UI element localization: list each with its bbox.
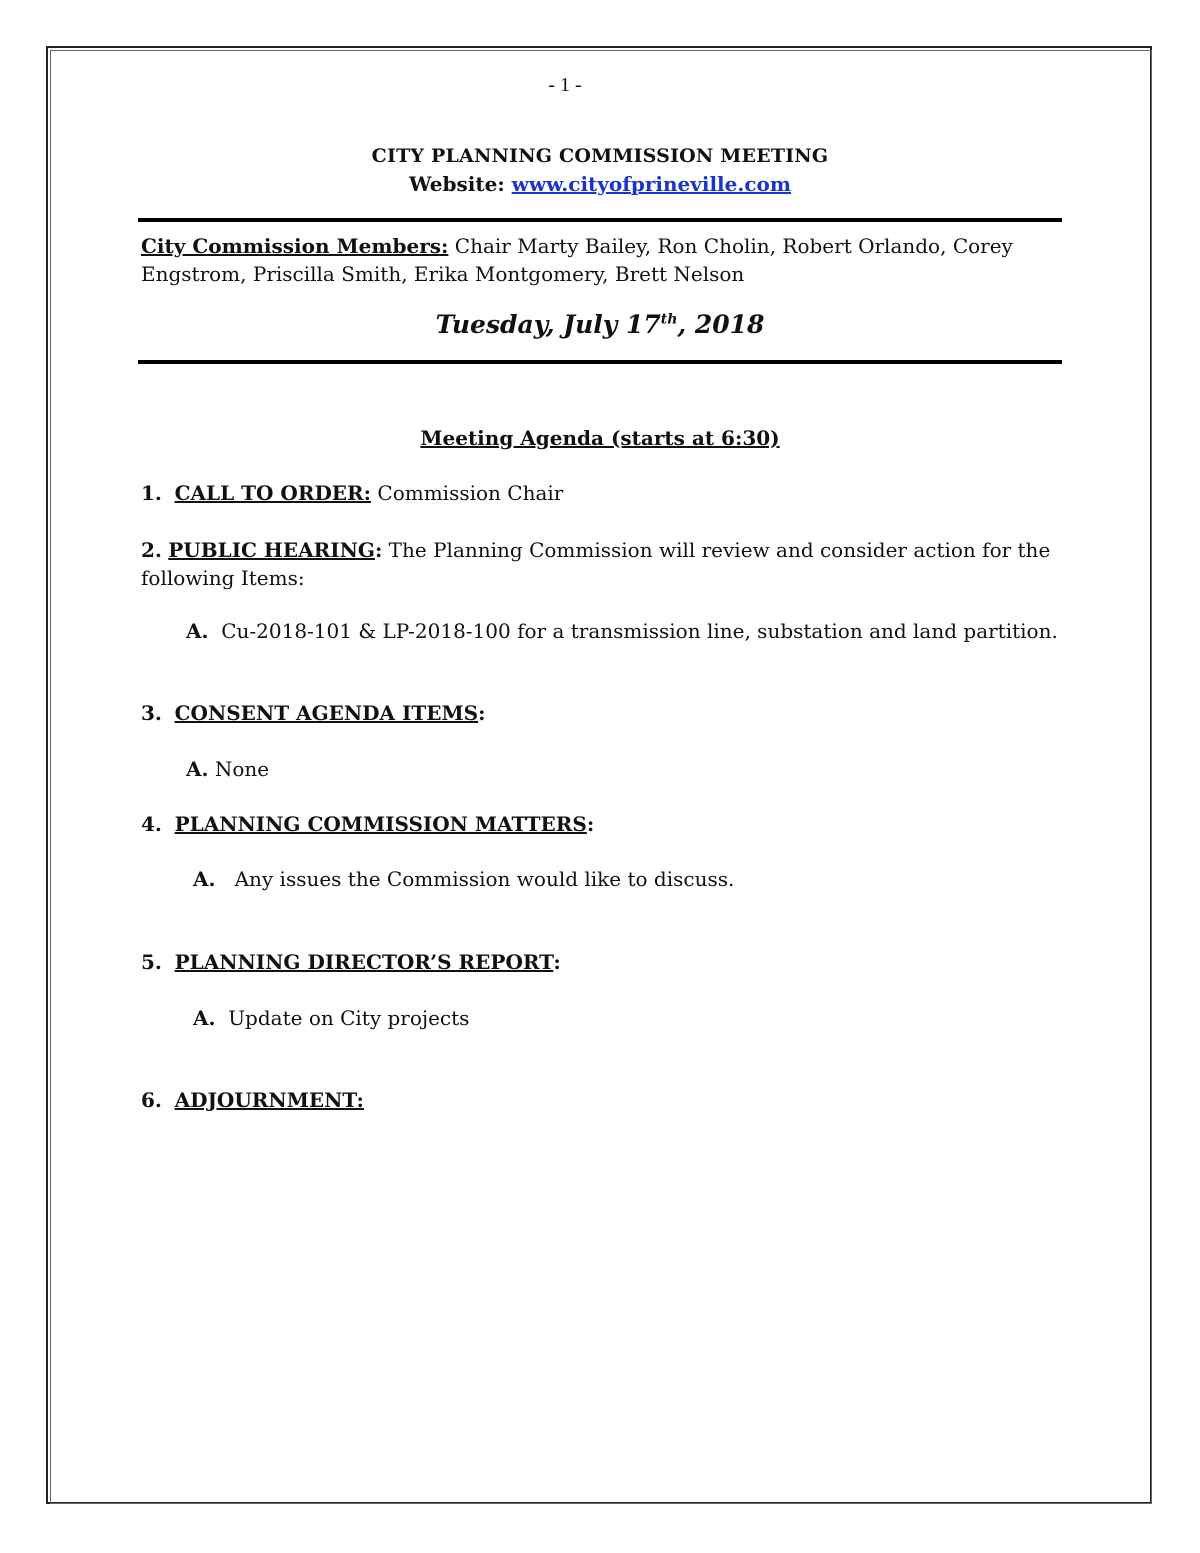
subitem-text: Any issues the Commission would like to discuss. — [234, 867, 735, 891]
item-colon: : — [478, 701, 486, 725]
commission-members — [141, 232, 1061, 288]
agenda-item-1 — [141, 481, 563, 505]
subitem-letter: A. — [193, 867, 216, 891]
agenda-item-3 — [141, 701, 485, 725]
date-prefix: Tuesday, July 17 — [435, 310, 661, 339]
item-heading: ADJOURNMENT: — [174, 1088, 364, 1112]
subitem-text: None — [214, 757, 270, 781]
item-heading: PUBLIC HEARING — [168, 538, 375, 562]
subitem-letter: A. — [193, 1006, 216, 1030]
agenda-item-2 — [141, 536, 1061, 592]
item-heading: PLANNING DIRECTOR’S REPORT — [174, 950, 554, 974]
date-year: , 2018 — [677, 310, 765, 339]
bottom-divider — [138, 360, 1062, 364]
subitem-text: Update on City projects — [228, 1006, 470, 1030]
item-colon: : — [586, 812, 595, 836]
page-number: - 1 - — [548, 74, 582, 96]
item-heading: PLANNING COMMISSION MATTERS — [174, 812, 587, 836]
date-suffix: th — [660, 311, 678, 328]
item-text: Commission Chair — [371, 481, 564, 505]
item-heading: CALL TO ORDER: — [174, 481, 372, 505]
website-link[interactable]: www.cityofprineville.com — [511, 172, 792, 196]
members-label: City Commission Members: — [141, 234, 449, 258]
item-number: 5. — [141, 950, 162, 974]
item-colon: : — [374, 538, 383, 562]
subitem-text: Cu-2018-101 & LP-2018-100 for a transmission line, substation and land partition. — [221, 619, 1058, 643]
agenda-subitem-5a — [193, 1006, 469, 1030]
item-colon: : — [553, 950, 561, 974]
agenda-subitem-4a — [193, 867, 734, 891]
agenda-title: Meeting Agenda (starts at 6:30) — [420, 426, 780, 450]
item-number: 6. — [141, 1088, 162, 1112]
agenda-item-5 — [141, 950, 561, 974]
item-number: 3. — [141, 701, 162, 725]
item-text: The Planning Commission will review and consider action for the following Items: — [141, 538, 1051, 590]
item-number: 2. — [141, 538, 162, 562]
top-divider — [138, 218, 1062, 222]
item-heading: CONSENT AGENDA ITEMS — [174, 701, 479, 725]
agenda-item-6 — [141, 1088, 364, 1112]
subitem-letter: A. — [186, 757, 209, 781]
meeting-date — [0, 310, 1200, 339]
item-number: 4. — [141, 812, 162, 836]
agenda-subitem-2a — [186, 619, 1058, 643]
agenda-subitem-3a — [186, 757, 269, 781]
website-line — [0, 172, 1200, 196]
website-label: Website: — [408, 172, 505, 196]
meeting-title: CITY PLANNING COMMISSION MEETING — [371, 145, 829, 167]
subitem-letter: A. — [186, 619, 209, 643]
agenda-item-4 — [141, 812, 594, 836]
item-number: 1. — [141, 481, 162, 505]
members-names: Chair Marty Bailey, Ron Cholin, Robert Orlando, Corey Engstrom, Priscilla Smith, Erika Montgomery, Brett Nelson — [141, 234, 1013, 286]
